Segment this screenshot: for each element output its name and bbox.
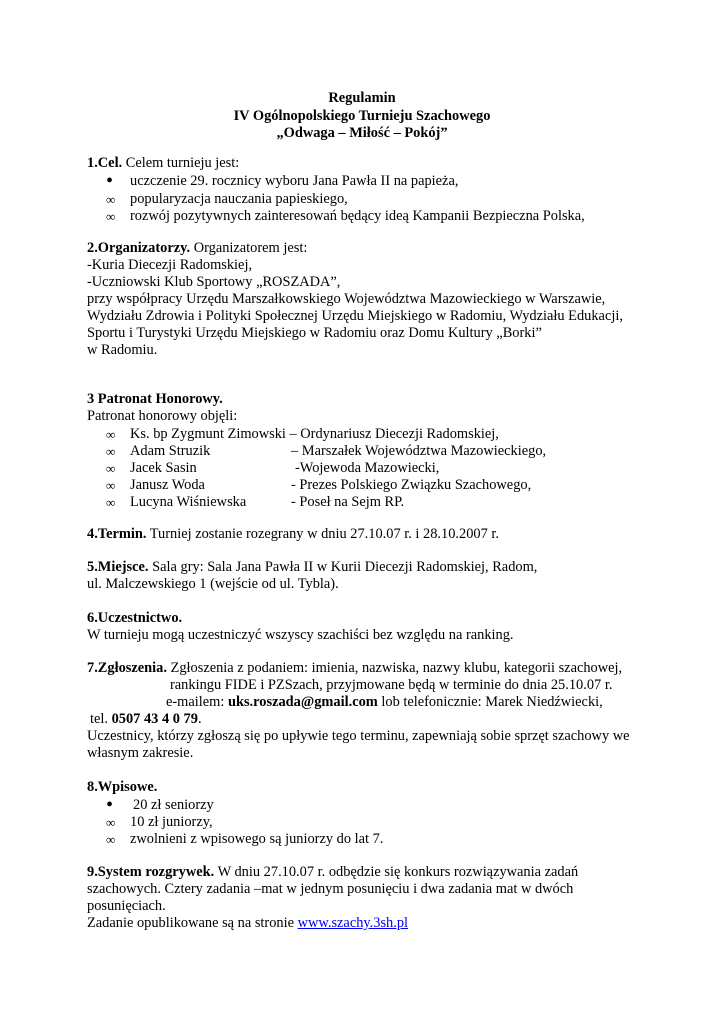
section-organizatorzy-intro: Organizatorem jest: [190, 240, 308, 256]
section-miejsce-text: Sala gry: Sala Jana Pawła II w Kurii Diecezji Radomskiej, Radom, [148, 559, 538, 575]
patron-role: - Prezes Polskiego Związku Szachowego, [291, 477, 532, 493]
cel-item: uczczenie 29. rocznicy wyboru Jana Pawła II na papieża, [130, 173, 459, 189]
section-termin [87, 526, 499, 543]
infinity-bullet-icon: ∞ [106, 815, 116, 830]
cel-item: popularyzacja nauczania papieskiego, [130, 191, 348, 207]
section-zgloszenia-heading: 7.Zgłoszenia. [87, 660, 167, 676]
infinity-bullet-icon: ∞ [106, 478, 116, 493]
section-termin-text: Turniej zostanie rozegrany w dniu 27.10.07 r. i 28.10.2007 r. [146, 526, 499, 542]
organizatorzy-line: w Radomiu. [87, 342, 158, 358]
wpisowe-item: zwolnieni z wpisowego są juniorzy do lat 7. [130, 831, 384, 847]
infinity-bullet-icon: ∞ [106, 832, 116, 847]
infinity-bullet-icon: ∞ [106, 495, 116, 510]
patron-role: – Marszałek Województwa Mazowieckiego, [291, 443, 547, 459]
infinity-bullet-icon: ∞ [106, 444, 116, 459]
section-cel-heading: 1.Cel. [87, 155, 123, 171]
section-system-heading: 9.System rozgrywek. [87, 864, 215, 880]
section-organizatorzy-heading: 2.Organizatorzy. [87, 240, 191, 256]
zgloszenia-phone-line: tel. 0507 43 4 0 79. [90, 711, 202, 727]
infinity-bullet-icon: ∞ [106, 461, 116, 476]
patron-name: Adam Struzik [130, 443, 211, 459]
cel-item: rozwój pozytywnych zainteresowań będący ideą Kampanii Bezpieczna Polska, [130, 208, 585, 224]
bullet-dot-icon: • [106, 170, 114, 192]
section-termin-heading: 4.Termin. [87, 526, 147, 542]
organizatorzy-line: przy współpracy Urzędu Marszałkowskiego Województwa Mazowieckiego w Warszawie, [87, 291, 606, 307]
contact-phone: 0507 43 4 0 79 [111, 711, 198, 727]
section-system [87, 864, 578, 881]
organizatorzy-line: Sportu i Turystyki Urzędu Miejskiego w Radomiu oraz Domu Kultury „Borki” [87, 325, 542, 341]
uczestnictwo-text: W turnieju mogą uczestniczyć wszyscy szachiści bez względu na ranking. [87, 627, 514, 643]
section-wpisowe-heading: 8.Wpisowe. [87, 779, 158, 795]
patron-name: Ks. bp Zygmunt Zimowski – Ordynariusz Diecezji Radomskiej, [130, 426, 499, 442]
section-cel-intro: Celem turnieju jest: [122, 155, 240, 171]
infinity-bullet-icon: ∞ [106, 192, 116, 207]
organizatorzy-line: -Uczniowski Klub Sportowy „ROSZADA”, [87, 274, 341, 290]
system-line-4: Zadanie opublikowane są na stronie www.szachy.3sh.pl [87, 915, 409, 931]
organizatorzy-line: Wydziału Zdrowia i Polityki Społecznej Urzędu Miejskiego w Radomiu, Wydziału Edukacji, [87, 308, 623, 324]
organizatorzy-line: -Kuria Diecezji Radomskiej, [87, 257, 253, 273]
doc-title-line-2: IV Ogólnopolskiego Turnieju Szachowego [233, 108, 491, 124]
section-miejsce [87, 559, 537, 576]
bullet-dot-icon: • [106, 794, 114, 816]
zgloszenia-line-6: własnym zakresie. [87, 745, 194, 761]
contact-email: uks.roszada@gmail.com [227, 694, 378, 710]
patron-role: -Wojewoda Mazowiecki, [295, 460, 440, 476]
zgloszenia-line-2: rankingu FIDE i PZSzach, przyjmowane będą w terminie do dnia 25.10.07 r. [170, 677, 613, 693]
doc-title-line-1: Regulamin [328, 90, 396, 106]
wpisowe-item: 10 zł juniorzy, [130, 814, 213, 830]
infinity-bullet-icon: ∞ [106, 427, 116, 442]
section-organizatorzy [87, 240, 307, 257]
wpisowe-item: 20 zł seniorzy [133, 797, 214, 813]
doc-title-line-3: „Odwaga – Miłość – Pokój” [276, 125, 448, 141]
zgloszenia-line-5: Uczestnicy, którzy zgłoszą się po upływie tego terminu, zapewniają sobie sprzęt szachowy we [87, 728, 630, 744]
section-zgloszenia [87, 660, 622, 677]
patron-name: Jacek Sasin [130, 460, 197, 476]
section-system-text: W dniu 27.10.07 r. odbędzie się konkurs rozwiązywania zadań [214, 864, 579, 880]
section-patronat-heading: 3 Patronat Honorowy. [87, 391, 223, 407]
system-line-3: posunięciach. [87, 898, 166, 914]
patron-name: Janusz Woda [130, 477, 205, 493]
miejsce-line-2: ul. Malczewskiego 1 (wejście od ul. Tybla). [87, 576, 339, 592]
infinity-bullet-icon: ∞ [106, 209, 116, 224]
patronat-intro: Patronat honorowy objęli: [87, 408, 238, 424]
section-miejsce-heading: 5.Miejsce. [87, 559, 149, 575]
system-line-2: szachowych. Cztery zadania –mat w jednym posunięciu i dwa zadania mat w dwóch [87, 881, 574, 897]
patron-role: - Poseł na Sejm RP. [291, 494, 405, 510]
section-uczestnictwo-heading: 6.Uczestnictwo. [87, 610, 183, 626]
patron-name: Lucyna Wiśniewska [130, 494, 247, 510]
section-zgloszenia-text: Zgłoszenia z podaniem: imienia, nazwiska, nazwy klubu, kategorii szachowej, [166, 660, 623, 676]
zgloszenia-email-line: e-mailem: uks.roszada@gmail.com lob telefonicznie: Marek Niedźwiecki, [166, 694, 603, 710]
website-link[interactable]: www.szachy.3sh.pl [297, 915, 409, 931]
